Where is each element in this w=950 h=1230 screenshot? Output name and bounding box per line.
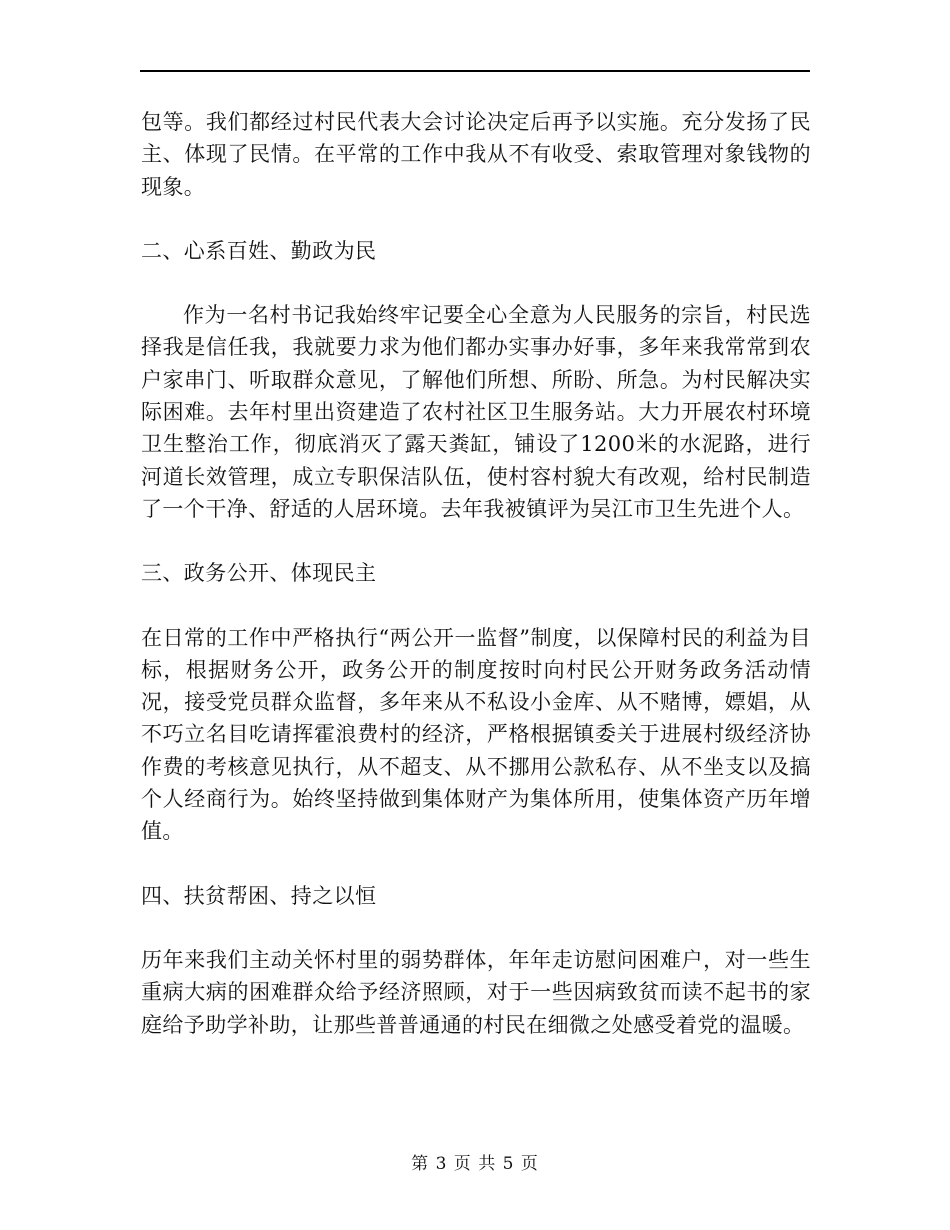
section-heading-3: 三、政务公开、体现民主 xyxy=(141,561,377,586)
document-body xyxy=(141,106,811,1041)
page-footer: 第 3 页 共 5 页 xyxy=(411,1154,539,1174)
paragraph-section-3: 在日常的工作中严格执行“两公开一监督”制度，以保障村民的利益为目标，根据财务公开，政务公开的制度按时向村民公开财务政务活动情况，接受党员群众监督，多年来从不私设小金库、从不赌博，嫖娼，从不巧立名目吃请挥霍浪费村的经济，严格根据镇委关于进展村级经济协作费的考核意见执行，从不超支、从不挪用公款私存、从不坐支以及搞个人经商行为。始终坚持做到集体财产为集体所用，使集体资产历年增值。 xyxy=(141,625,811,844)
header-rule xyxy=(140,70,810,72)
section-heading-2: 二、心系百姓、勤政为民 xyxy=(141,238,377,263)
paragraph-section-2: 作为一名村书记我始终牢记要全心全意为人民服务的宗旨，村民选择我是信任我，我就要力求为他们都办实事办好事，多年来我常常到农户家串门、听取群众意见，了解他们所想、所盼、所急。为村民解决实际困难。去年村里出资建造了农村社区卫生服务站。大力开展农村环境卫生整治工作，彻底消灭了露天粪缸，铺设了1200米的水泥路，进行河道长效管理，成立专职保洁队伍，使村容村貌大有改观，给村民制造了一个干净、舒适的人居环境。去年我被镇评为吴江市卫生先进个人。 xyxy=(141,303,811,521)
paragraph-section-4: 历年来我们主动关怀村里的弱势群体，年年走访慰问困难户，对一些生重病大病的困难群众给予经济照顾，对于一些因病致贫而读不起书的家庭给予助学补助，让那些普普通通的村民在细微之处感受着党的温暖。 xyxy=(141,947,811,1037)
section-heading-4: 四、扶贫帮困、持之以恒 xyxy=(141,883,377,908)
paragraph-intro: 包等。我们都经过村民代表大会讨论决定后再予以实施。充分发扬了民主、体现了民情。在平常的工作中我从不有收受、索取管理对象钱物的现象。 xyxy=(141,110,811,199)
